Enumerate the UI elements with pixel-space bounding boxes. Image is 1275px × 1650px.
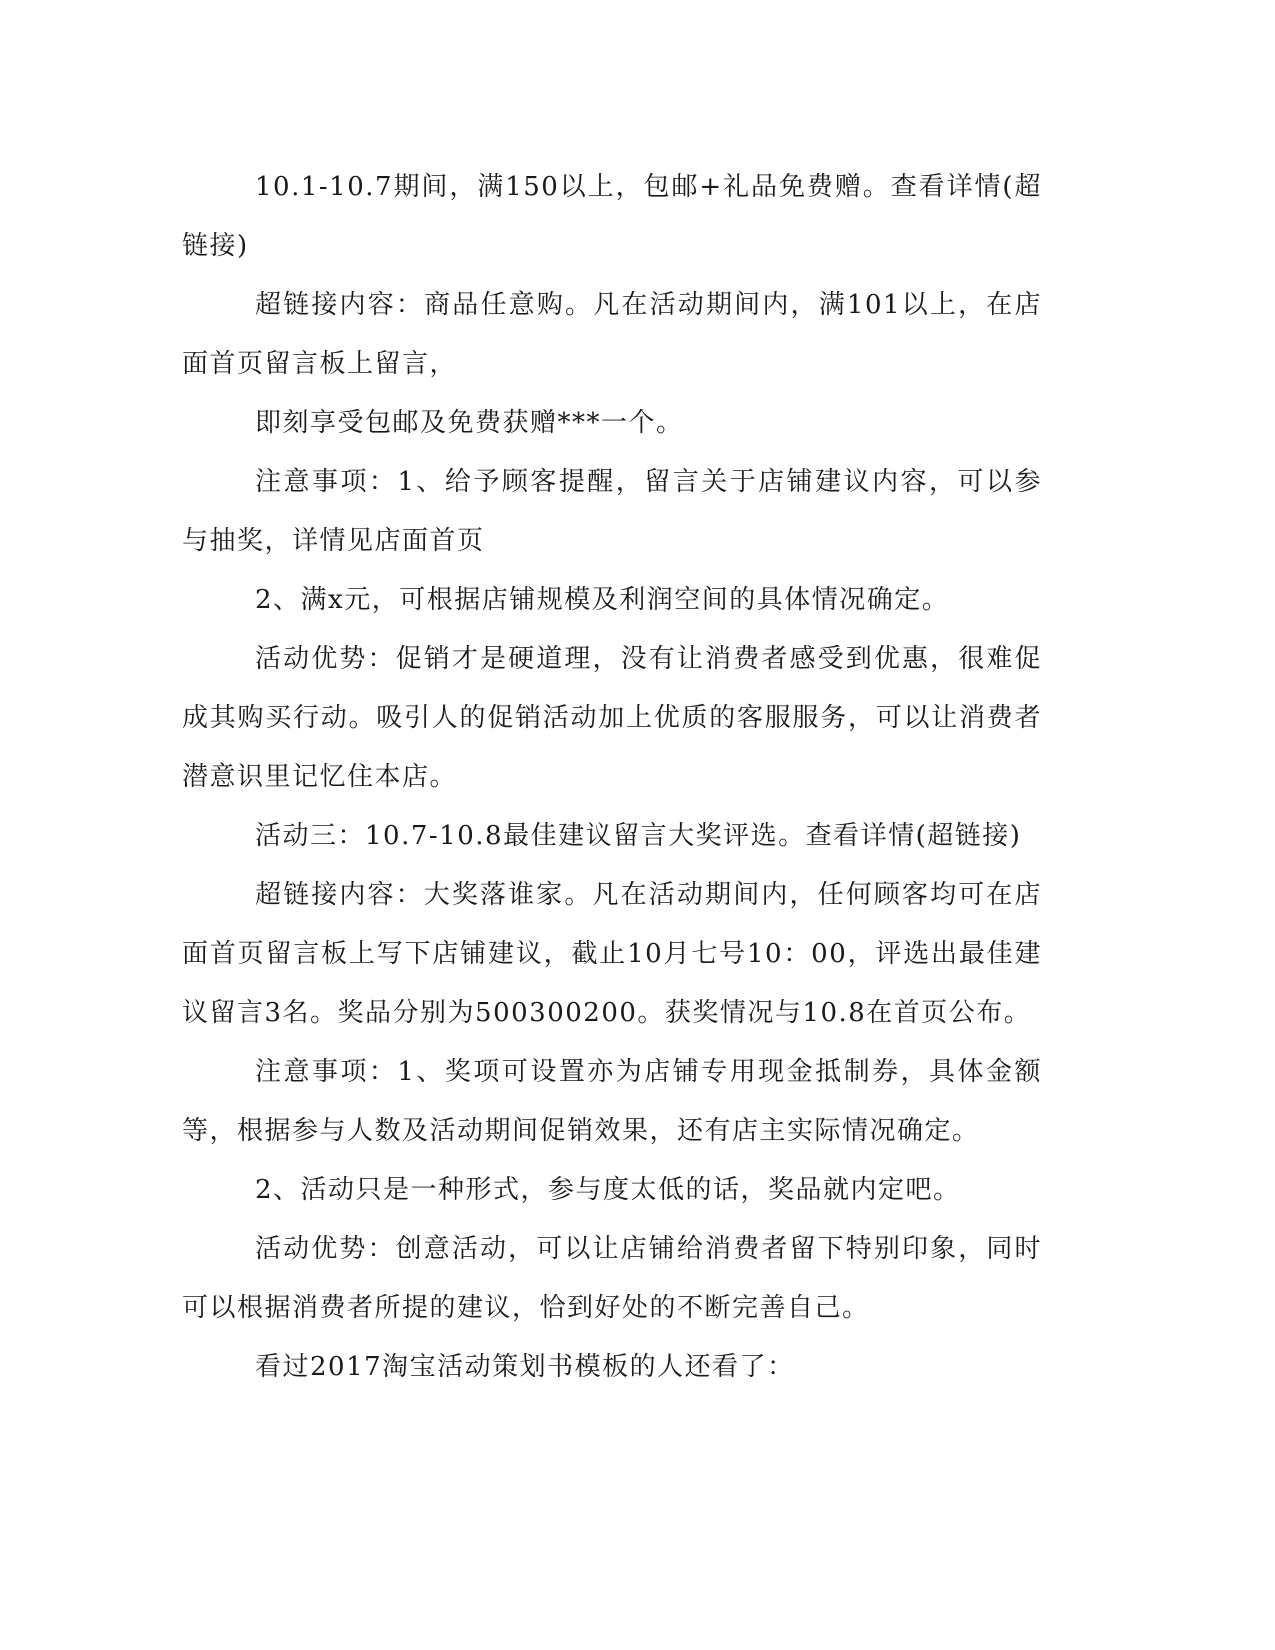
paragraph-hyperlink-content-2: 超链接内容：大奖落谁家。凡在活动期间内，任何顾客均可在店面首页留言板上写下店铺建议，截止10月七号10：00，评选出最佳建议留言3名。奖品分别为500300200。获奖情况与10.8在首页公布。 [182,880,1042,1028]
paragraph-notes-1: 注意事项：1、给予顾客提醒，留言关于店铺建议内容，可以参与抽奖，详情见店面首页 [182,467,1042,556]
paragraph-related-reading: 看过2017淘宝活动策划书模板的人还看了： [255,1352,795,1382]
paragraph-advantage-2: 活动优势：创意活动，可以让店铺给消费者留下特别印象，同时可以根据消费者所提的建议，恰到好处的不断完善自己。 [182,1234,1042,1323]
paragraph-notes-4: 2、活动只是一种形式，参与度太低的话，奖品就内定吧。 [255,1175,961,1205]
paragraph-activity-three: 活动三：10.7-10.8最佳建议留言大奖评选。查看详情(超链接) [255,821,1022,851]
paragraph-notes-2: 2、满x元，可根据店铺规模及利润空间的具体情况确定。 [255,585,950,615]
paragraph-advantage-1: 活动优势：促销才是硬道理，没有让消费者感受到优惠，很难促成其购买行动。吸引人的促销活动加上优质的客服服务，可以让消费者潜意识里记忆住本店。 [182,644,1042,792]
paragraph-promo-period: 10.1-10.7期间，满150以上，包邮+礼品免费赠。查看详情(超链接) [182,172,1042,261]
paragraph-notes-3: 注意事项：1、奖项可设置亦为店铺专用现金抵制券，具体金额等，根据参与人数及活动期间促销效果，还有店主实际情况确定。 [182,1057,1042,1146]
paragraph-hyperlink-content-1: 超链接内容：商品任意购。凡在活动期间内，满101以上，在店面首页留言板上留言， [182,290,1042,379]
paragraph-free-gift: 即刻享受包邮及免费获赠***一个。 [255,408,684,438]
document-page [182,158,1042,1397]
